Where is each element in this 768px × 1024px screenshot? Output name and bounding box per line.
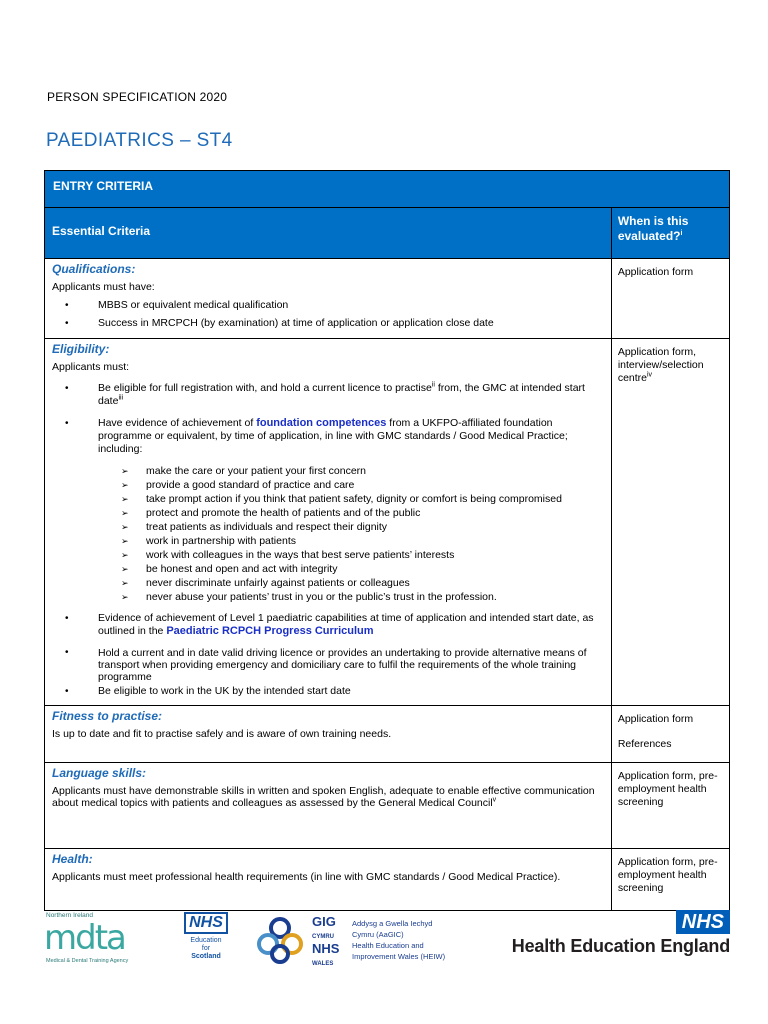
language-row: Language skills: Applicants must have demonstrable skills in written and spoken English, adequate to enable effective communication about medical topics with patients and colleagues as assessed by the General Medical Council$^v$ Application form, pre-employment health screening (45, 763, 730, 849)
language-text: Applicants must have demonstrable skills in written and spoken English, adequate to enable effective communication about medical topics with patients and colleagues as assessed by the General Medical Council (52, 785, 595, 809)
language-evaluation: Application form, pre-employment health screening (617, 770, 718, 808)
fitness-title: Fitness to practise: (52, 709, 163, 723)
health-text: Applicants must meet professional health requirements (in line with GMC standards / Good Medical Practice). (52, 871, 561, 883)
document-heading: PERSON SPECIFICATION 2020 (47, 90, 228, 104)
list-item: ➢ never discriminate unfairly against patients or colleagues (98, 576, 603, 590)
fitness-row (45, 706, 730, 763)
mdta-logo: Northern Ireland mdta Medical & Dental Training Agency (44, 912, 129, 964)
health-row (45, 849, 730, 911)
qualifications-title: Qualifications: (52, 262, 136, 276)
essential-criteria-header: Essential Criteria (45, 208, 612, 259)
list-item: ➢ take prompt action if you think that patient safety, dignity or comfort is being compromised (98, 492, 603, 506)
list-item: • Evidence of achievement of Level 1 paediatric capabilities at time of application and intended start date, as outlined in the Paediatric RCPCH Progress Curriculum (52, 612, 603, 638)
qualifications-row (45, 259, 730, 339)
eligibility-title: Eligibility: (52, 342, 110, 356)
foundation-competences-list (98, 464, 603, 604)
list-item: • Success in MRCPCH (by examination) at time of application or application close date (52, 317, 603, 330)
eligibility-row: Eligibility: Applicants must: • Be eligible for full registration with, and hold a current licence to practise$^{ii}$ from, the GMC at intended start date$^{iii}$ • Have evidence of achievement of foundation competences from a UKFPO-affiliated foundation programme or equivalent, by time of application, in line with GMC standards / Good Medical Practice; including: ➢ make the care or your patient your first concern ➢ provide a good standard of practice and care ➢ take prompt action if you think that patient safety, dignity or comfort is being compromised ➢ protect and promote the health of patients and of the public ➢ treat patients as individuals and respect their dignity ➢ work in partnership with patients ➢ work with colleagues in the ways that best serve patients’ interests ➢ be honest and open and act with integrity ➢ never discriminate unfairly against patients or colleagues ➢ never abuse your patients’ trust in you or the public’s trust in the profession. • Evidence of achievement of Level 1 paediatric capabilities at time of application and intended start date, as outlined in the Paediatric RCPCH Progress Curriculum • Hold a current and in date valid driving licence or provides an undertaking to provide alternative means of transport when providing emergency and domiciliary care to fulfil the requirements of the whole training programme • Be eligible to work in the UK by the intended start date Application form, interview/selection centre$^{iv}$ (45, 339, 730, 706)
health-education-england-logo: NHS Health Education England (511, 911, 730, 956)
celtic-knot-icon (254, 914, 306, 966)
list-item: ➢ work in partnership with patients (98, 534, 603, 548)
list-item: • Have evidence of achievement of foundation competences from a UKFPO-affiliated foundation programme or equivalent, by time of application, in line with GMC standards / Good Medical Practice; including: ➢ make the care or your patient your first concern ➢ provide a good standard of practice and care ➢ take prompt action if you think that patient safety, dignity or comfort is being compromised ➢ protect and promote the health of patients and of the public ➢ treat patients as individuals and respect their dignity ➢ work in partnership with patients ➢ work with colleagues in the ways that best serve patients’ interests ➢ be honest and open and act with integrity ➢ never discriminate unfairly against patients or colleagues ➢ never abuse your patients’ trust in you or the public’s trust in the profession. (52, 417, 603, 604)
health-evaluation: Application form, pre-employment health screening (617, 856, 718, 894)
health-title: Health: (52, 852, 93, 866)
list-item: ➢ make the care or your patient your first concern (98, 464, 603, 478)
fitness-evaluation: Application form (617, 713, 694, 725)
qualifications-intro: Applicants must have: (52, 281, 155, 293)
eligibility-evaluation: Application form, interview/selection centre (617, 346, 704, 384)
rcpch-curriculum-link[interactable]: Paediatric RCPCH Progress Curriculum (166, 625, 374, 637)
list-item: ➢ protect and promote the health of patients and of the public (98, 506, 603, 520)
entry-criteria-table (44, 170, 730, 911)
document-title: PAEDIATRICS – ST4 (46, 130, 233, 151)
eligibility-intro: Applicants must: (52, 361, 130, 373)
when-evaluated-header: When is this evaluated?$^i$ (611, 208, 729, 259)
qualifications-evaluation: Application form (617, 266, 694, 278)
list-item: • Be eligible to work in the UK by the intended start date (52, 685, 603, 698)
list-item: • Be eligible for full registration with, and hold a current licence to practise$^{ii}$ from, the GMC at intended start date$^{iii}$ (52, 382, 603, 408)
list-item: ➢ work with colleagues in the ways that best serve patients’ interests (98, 548, 603, 562)
list-item: • Hold a current and in date valid driving licence or provides an undertaking to provide alternative means of transport when providing emergency and domiciliary care to fulfil the requirements of the whole training programme (52, 647, 603, 683)
language-title: Language skills: (52, 766, 147, 780)
list-item: ➢ never abuse your patients’ trust in you or the public’s trust in the profession. (98, 590, 603, 604)
list-item: ➢ provide a good standard of practice and care (98, 478, 603, 492)
fitness-text: Is up to date and fit to practise safely and is aware of own training needs. (52, 728, 392, 740)
footer-logos (40, 910, 730, 970)
list-item: • MBBS or equivalent medical qualification (52, 299, 603, 312)
heiw-logo: GIG CYMRU NHS WALES Addysg a Gwella Iechyd Cymru (AaGIC) Health Education and Improvement Wales (HEIW) (254, 914, 484, 966)
list-item: ➢ treat patients as individuals and respect their dignity (98, 520, 603, 534)
fitness-evaluation: References (617, 738, 672, 750)
entry-criteria-header: ENTRY CRITERIA (45, 171, 730, 208)
foundation-competences-link[interactable]: foundation competences (256, 417, 387, 429)
nhs-education-scotland-logo: NHS Education for Scotland (176, 912, 236, 968)
list-item: ➢ be honest and open and act with integrity (98, 562, 603, 576)
